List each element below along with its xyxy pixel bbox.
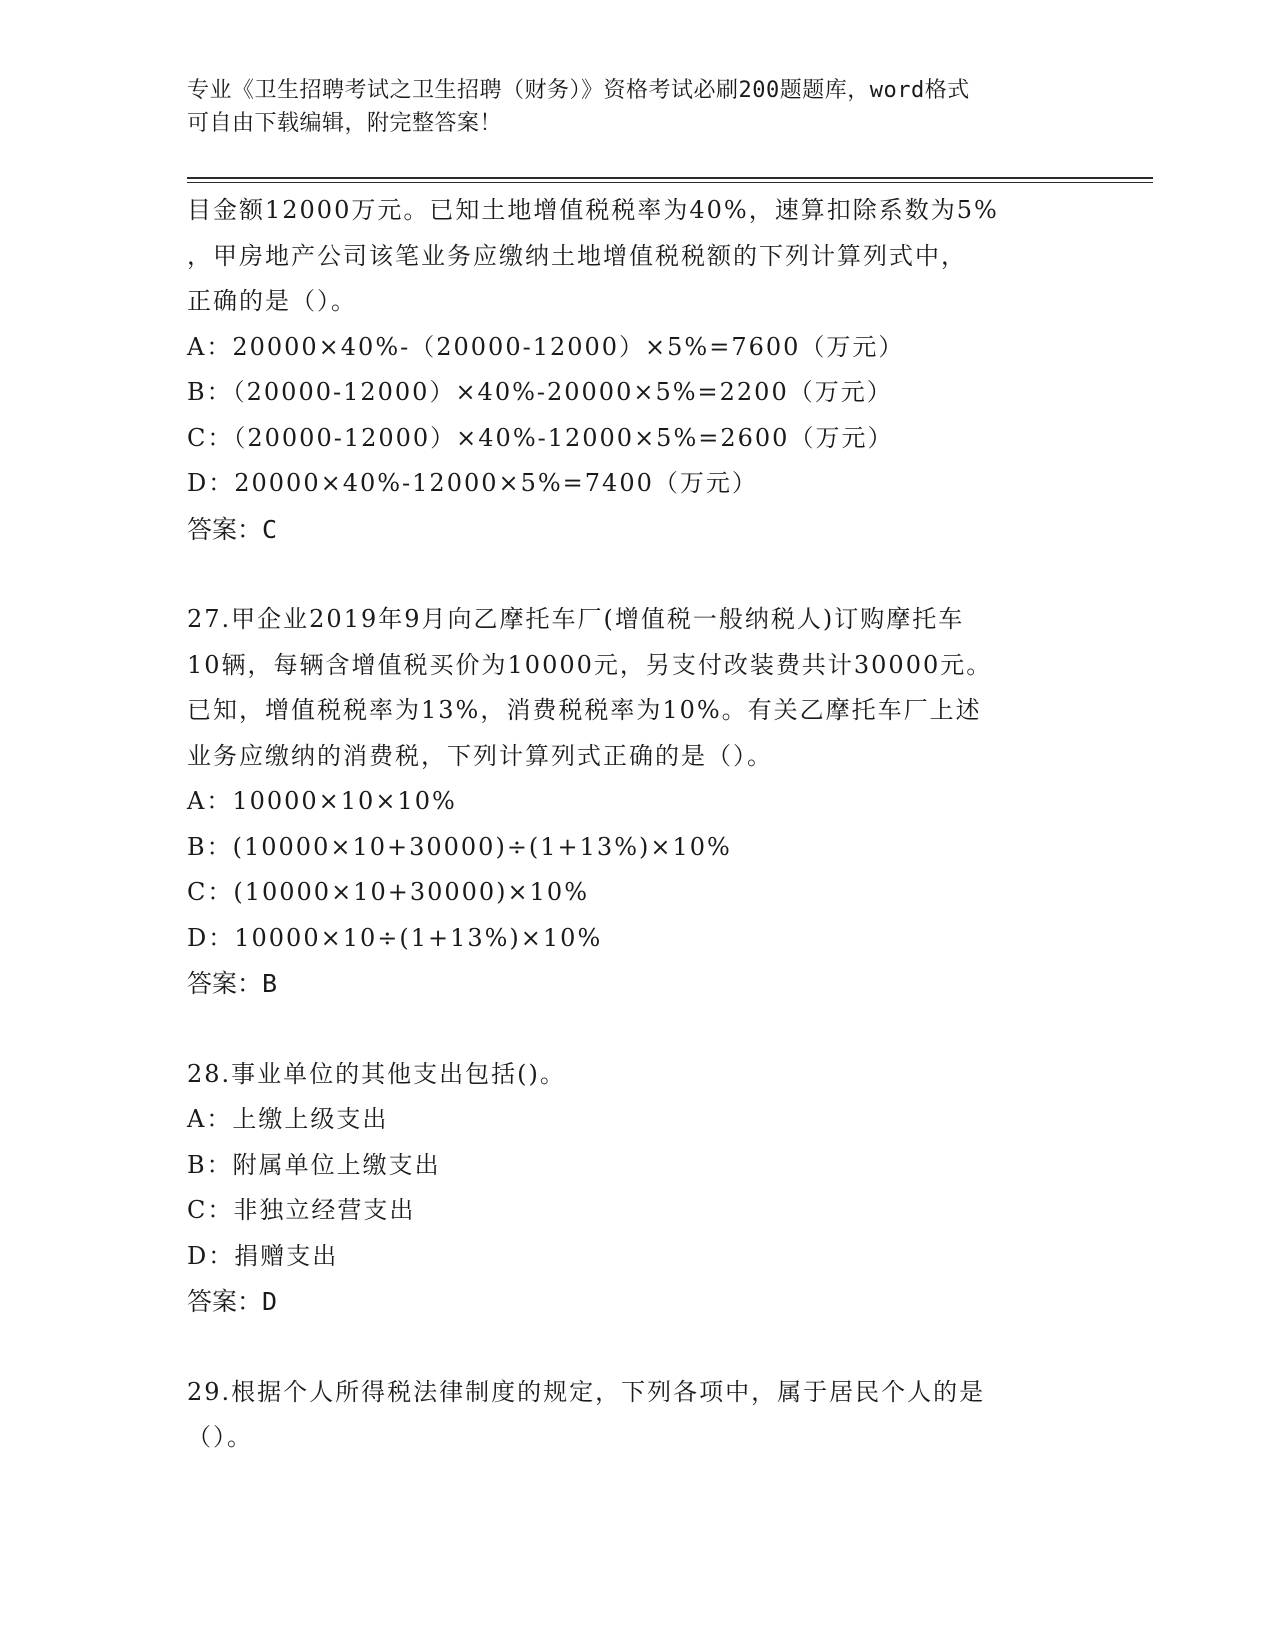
question-text-line: ，甲房地产公司该笔业务应缴纳土地增值税税额的下列计算列式中， (187, 241, 967, 270)
question-text-line: 28.事业单位的其他支出包括()。 (187, 1059, 566, 1088)
answer-line: 答案：B (187, 969, 278, 998)
question-spacer (187, 1325, 1087, 1370)
option-b: B：附属单位上缴支出 (187, 1150, 441, 1179)
option-b: B：（20000-12000）×40%-20000×5%=2200（万元） (187, 378, 893, 406)
option-c: C：非独立经营支出 (187, 1196, 416, 1224)
option-a: A：20000×40%-（20000-12000）×5%=7600（万元） (187, 332, 905, 361)
header-line-2: 可自由下载编辑，附完整答案！ (187, 111, 503, 136)
document-header (187, 74, 1077, 140)
option-d: D：20000×40%-12000×5%=7400（万元） (187, 469, 758, 497)
question-text-line: 正确的是（）。 (187, 287, 357, 315)
question-26 (187, 188, 1087, 552)
option-d: D：10000×10÷(1+13%)×10% (187, 923, 603, 952)
question-27 (187, 597, 1087, 1007)
question-text-line: 已知，增值税税率为13%，消费税税率为10%。有关乙摩托车厂上述 (187, 696, 982, 724)
question-text-line: 业务应缴纳的消费税，下列计算列式正确的是（）。 (187, 741, 773, 770)
question-spacer (187, 552, 1087, 597)
option-c: C：(10000×10+30000)×10% (187, 878, 589, 906)
question-content (187, 188, 1087, 1461)
option-a: A：10000×10×10% (187, 787, 457, 815)
option-d: D：捐赠支出 (187, 1241, 339, 1270)
question-text-line: 29.根据个人所得税法律制度的规定，下列各项中，属于居民个人的是 (187, 1377, 986, 1406)
answer-line: 答案：D (187, 1287, 278, 1316)
question-text-line: （）。 (187, 1423, 253, 1451)
question-text-line: 10辆，每辆含增值税买价为10000元，另支付改装费共计30000元。 (187, 650, 993, 679)
header-line-1: 专业《卫生招聘考试之卫生招聘（财务）》资格考试必刷200题题库，word格式 (187, 78, 970, 103)
header-rule-thick (187, 177, 1153, 179)
question-28 (187, 1052, 1087, 1325)
option-c: C：（20000-12000）×40%-12000×5%=2600（万元） (187, 423, 894, 452)
answer-line: 答案：C (187, 514, 278, 544)
question-29 (187, 1370, 1087, 1461)
question-text-line: 目金额12000万元。已知土地增值税税率为40%，速算扣除系数为5% (187, 196, 999, 224)
question-spacer (187, 1007, 1087, 1052)
option-a: A：上缴上级支出 (187, 1105, 389, 1133)
option-b: B：(10000×10+30000)÷(1+13%)×10% (187, 832, 732, 861)
header-rule-thin (187, 182, 1153, 183)
question-text-line: 27.甲企业2019年9月向乙摩托车厂(增值税一般纳税人)订购摩托车 (187, 605, 965, 633)
